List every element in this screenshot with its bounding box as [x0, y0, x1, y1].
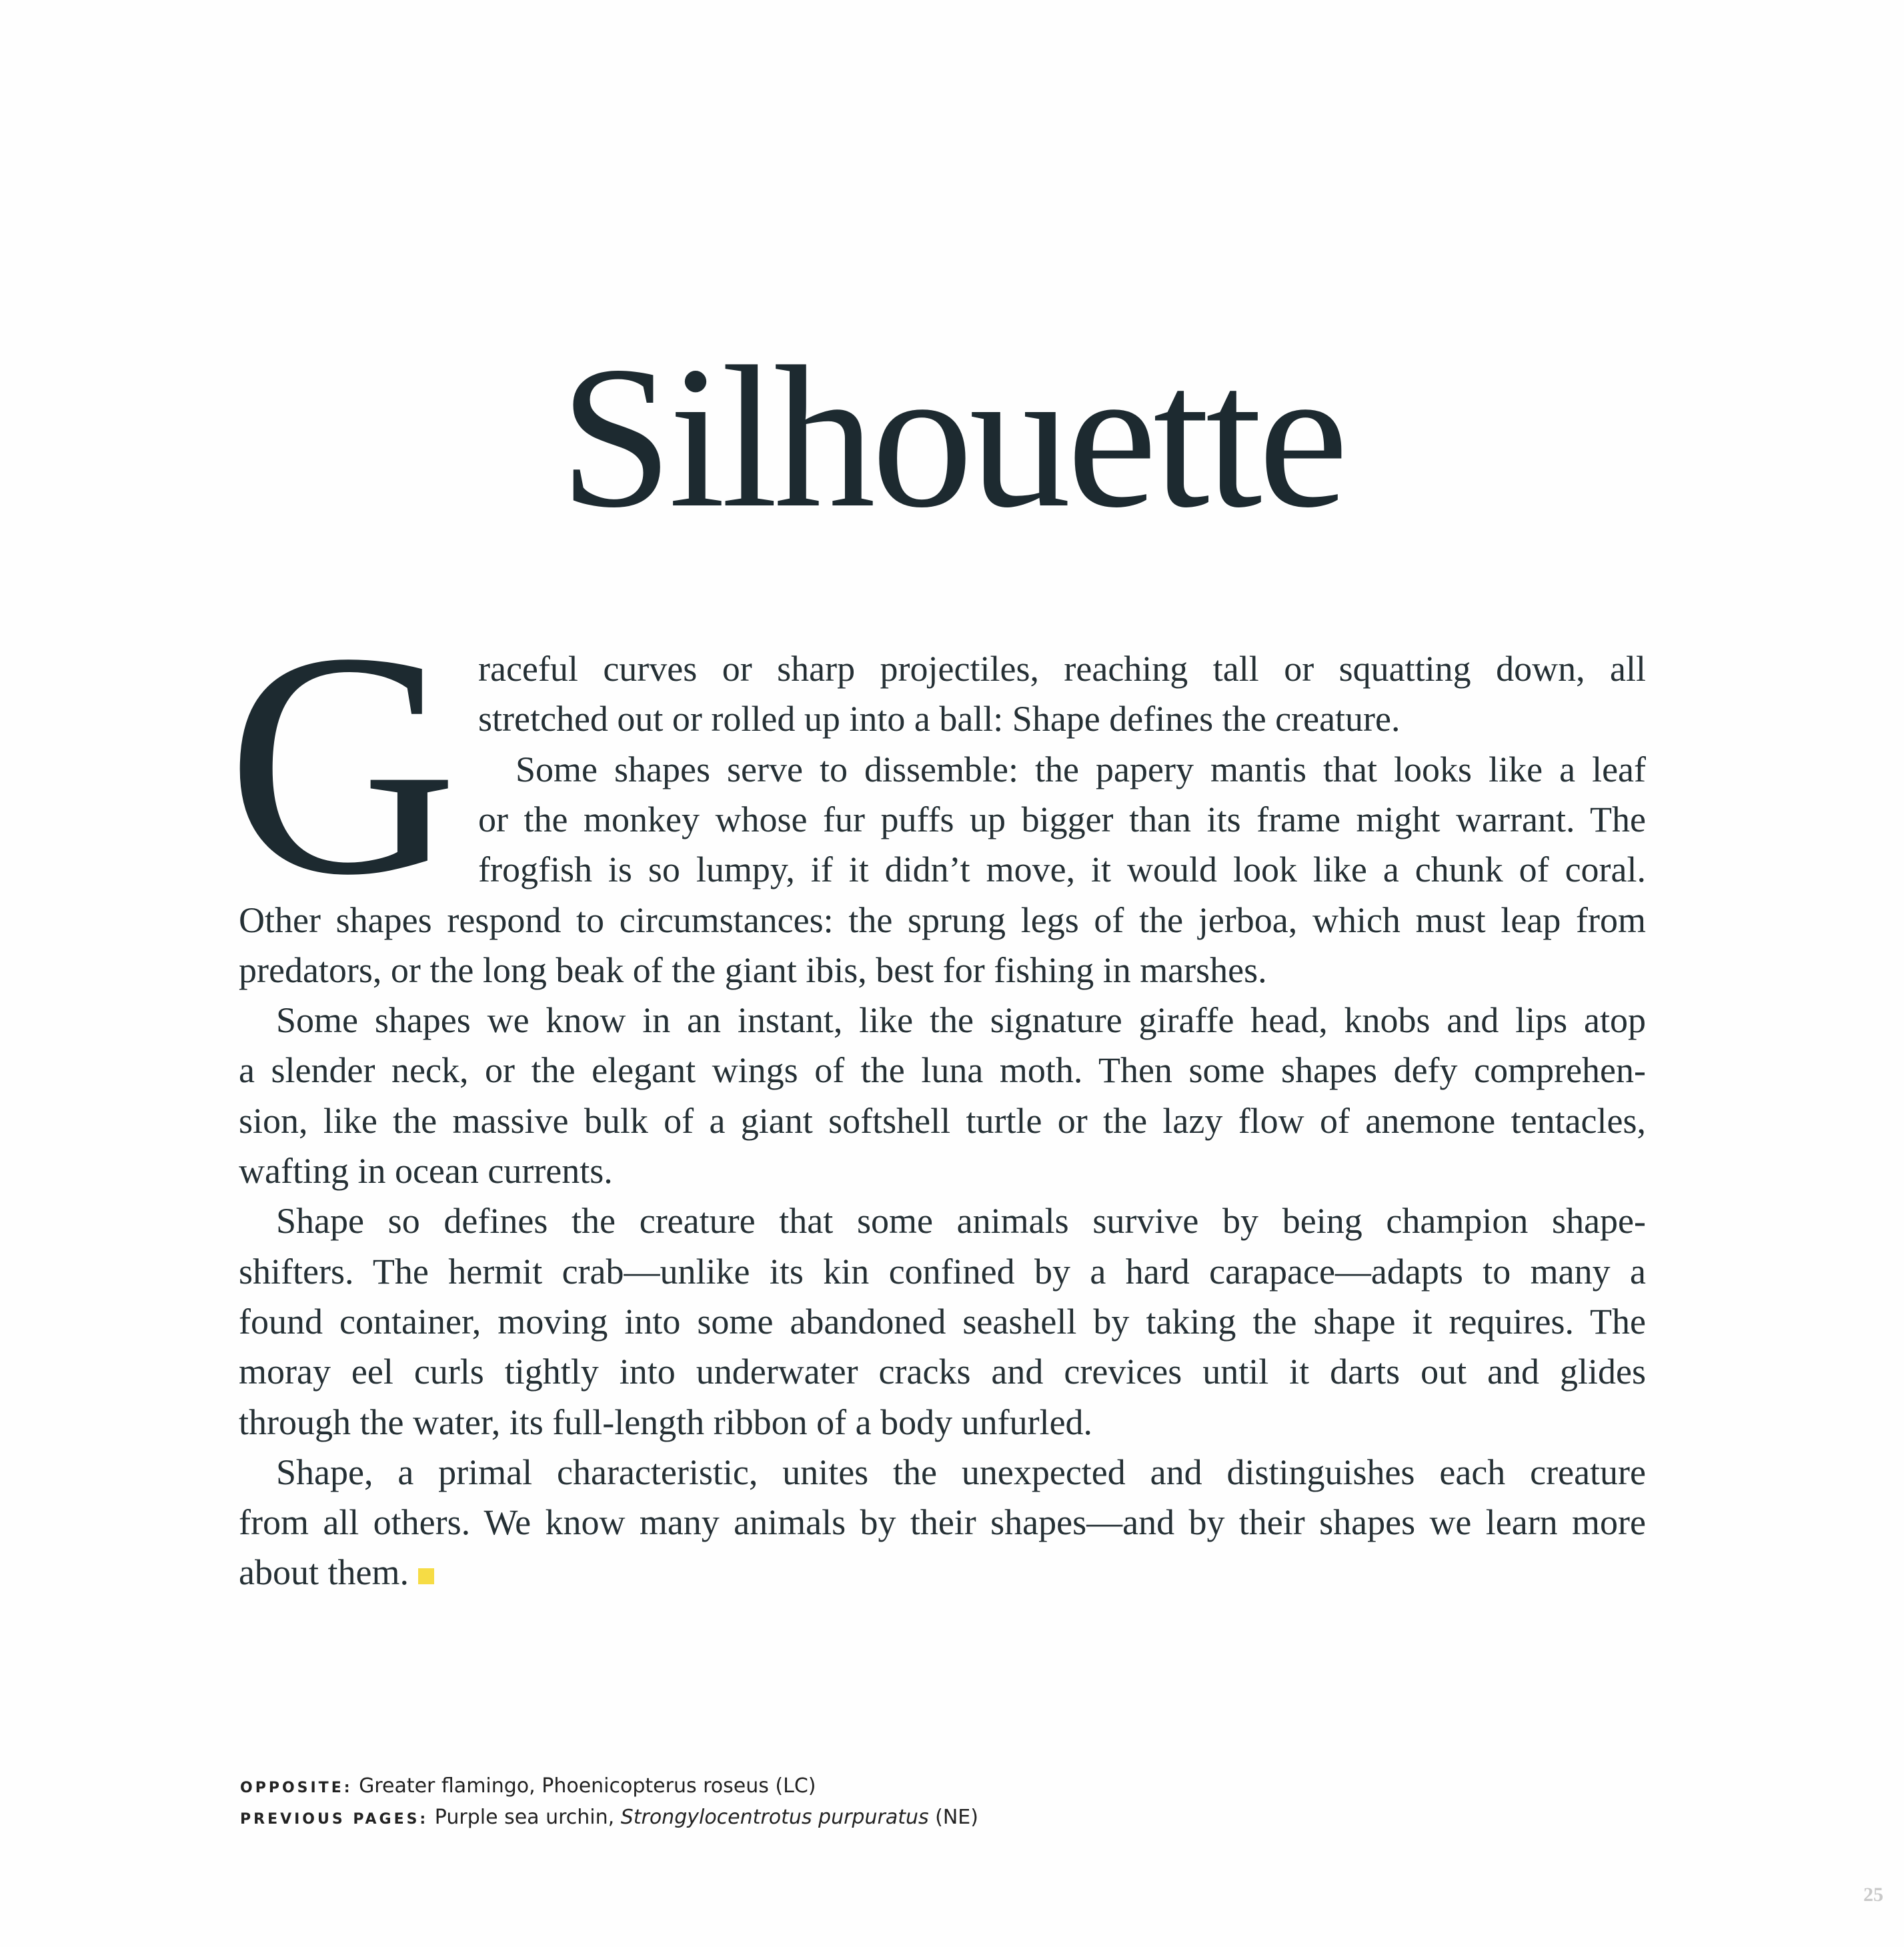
body-line	[239, 1548, 1646, 1598]
body-line-text: Other shapes respond to circumstances: the sprung legs of the jerboa, which must leap from	[239, 899, 1646, 940]
body-line-text: stretched out or rolled up into a ball: Shape defines the creature.	[478, 699, 1400, 739]
body-line-text: sion, like the massive bulk of a giant softshell turtle or the lazy flow of anemone tentacles,	[239, 1100, 1646, 1141]
body-line-text: or the monkey whose fur puffs up bigger than its frame might warrant. The	[478, 799, 1646, 839]
body-line	[239, 895, 1646, 945]
caption-label: PREVIOUS PAGES:	[240, 1811, 429, 1828]
caption-species: Strongylocentrotus purpuratus	[620, 1806, 929, 1829]
body-line-text: predators, or the long beak of the giant ibis, best for fishing in marshes.	[239, 949, 1267, 990]
body-line-text: moray eel curls tightly into underwater cracks and crevices until it darts out and glides	[239, 1352, 1646, 1392]
body-line	[478, 845, 1646, 895]
body-line	[516, 745, 1646, 795]
body-line	[239, 1046, 1646, 1096]
body-line	[239, 1297, 1646, 1347]
body-line	[239, 1398, 1646, 1448]
body-line-text: raceful curves or sharp projectiles, reaching tall or squatting down, all	[478, 649, 1646, 689]
body-line-text: Some shapes serve to dissemble: the papery mantis that looks like a leaf	[516, 749, 1646, 789]
caption-text: Greater flamingo, Phoenicopterus roseus (LC)	[359, 1774, 816, 1798]
drop-cap: G	[227, 586, 458, 941]
body-line	[478, 795, 1646, 845]
body-line-text: through the water, its full-length ribbon of a body unfurled.	[239, 1402, 1093, 1442]
caption-opposite	[240, 1772, 816, 1803]
body-line-text: a slender neck, or the elegant wings of the luna moth. Then some shapes defy comprehen-	[239, 1050, 1646, 1091]
body-line	[276, 1448, 1646, 1498]
page-number: 25	[1863, 1884, 1883, 1906]
body-line	[239, 1096, 1646, 1146]
body-line-text: from all others. We know many animals by their shapes—and by their shapes we learn more	[239, 1502, 1646, 1543]
caption-label: OPPOSITE:	[240, 1780, 353, 1796]
body-line-text: Some shapes we know in an instant, like the signature giraffe head, knobs and lips atop	[276, 1000, 1646, 1041]
body-line-text: about them.	[239, 1552, 409, 1593]
body-line-text: frogfish is so lumpy, if it didn’t move, it would look like a chunk of coral.	[478, 849, 1646, 890]
end-mark-square-icon	[418, 1568, 434, 1584]
body-line	[239, 1247, 1646, 1297]
body-line-text: wafting in ocean currents.	[239, 1151, 613, 1191]
body-line	[239, 1146, 1646, 1196]
body-line	[239, 1347, 1646, 1397]
body-line-text: found container, moving into some abandoned seashell by taking the shape it requires. The	[239, 1301, 1646, 1342]
caption-status: (NE)	[928, 1806, 978, 1829]
caption-text: Purple sea urchin,	[434, 1806, 621, 1829]
caption-previous-pages	[240, 1803, 978, 1834]
body-line	[239, 945, 1646, 996]
body-line	[478, 694, 1646, 744]
body-line	[276, 996, 1646, 1046]
body-line-text: Shape so defines the creature that some animals survive by being champion shape-	[276, 1201, 1646, 1242]
body-line-text: Shape, a primal characteristic, unites the unexpected and distinguishes each creature	[276, 1452, 1646, 1492]
body-line	[239, 1498, 1646, 1548]
body-line	[478, 644, 1646, 694]
page-title: Silhouette	[560, 324, 1344, 549]
body-line	[276, 1196, 1646, 1246]
body-line-text: shifters. The hermit crab—unlike its kin confined by a hard carapace—adapts to many a	[239, 1251, 1646, 1292]
